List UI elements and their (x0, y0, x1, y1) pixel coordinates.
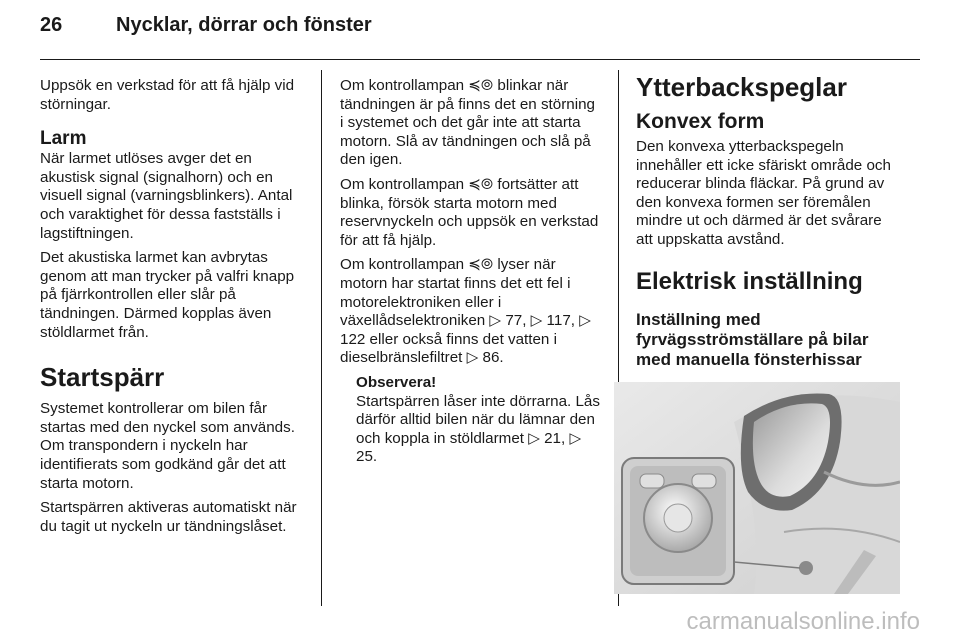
heading-elektrisk: Elektrisk inställning (636, 267, 863, 295)
heading-installning: Inställning med fyrvägsströmställare på bilar med manuella fönsterhissar (636, 309, 869, 369)
page-header (40, 14, 372, 50)
note-title: Observera! (356, 373, 437, 391)
mirror-switch-illustration (614, 382, 900, 594)
header-divider (40, 59, 920, 60)
intro-paragraph: Uppsök en verkstad för att få hjälp vid störningar. (40, 77, 295, 113)
lamp-paragraph-3: Om kontrollampan ≼⦾ lyser när motorn har startat finns det ett fel i motorelektroniken eller i växellådselektroniken ▷ 77, ▷ 117, ▷ 122 eller också finns det vatten i dieselbränslefiltret ▷ 86. (340, 256, 591, 367)
start-paragraph-1: Systemet kontrollerar om bilen får startas med den nyckel som används. Om transpondern i nyckeln har identifierats som godkänd går det att starta motorn. (40, 400, 295, 492)
larm-paragraph-2: Det akustiska larmet kan avbrytas genom att man trycker på valfri knapp på fjärrkontrollen eller slår på tändningen. Därmed kopplas även stöldlarmet från. (40, 249, 295, 341)
larm-paragraph-1: När larmet utlöses avger det en akustisk signal (signalhorn) och en visuell signal (varningsblinkers). Antal och varaktighet för dessa fastställs i lagstiftningen. (40, 150, 293, 242)
note-box (340, 374, 602, 467)
page-number: 26 (40, 14, 63, 36)
note-text: Startspärren låser inte dörrarna. Lås därför alltid bilen när du lämnar den och koppla in stöldlarmet ▷ 21, ▷ 25. (356, 392, 600, 466)
knob-center (664, 504, 692, 532)
side-selector-left (640, 474, 664, 488)
column-1 (40, 77, 306, 542)
lamp-paragraph-2: Om kontrollampan ≼⦾ fortsätter att blinka, försök starta motorn med reservnyckeln och uppsök en verkstad för att få hjälp. (340, 175, 599, 249)
heading-ytterbackspeglar: Ytterbackspeglar (636, 72, 847, 102)
watermark: carmanualsonline.info (686, 608, 920, 635)
lamp-paragraph-1: Om kontrollampan ≼⦾ blinkar när tändningen är på finns det en störning i systemet och det går inte att starta motorn. Slå av tändningen och slå på den igen. (340, 77, 595, 169)
start-paragraph-2: Startspärren aktiveras automatiskt när du tagit ut nyckeln ur tändningslåset. (40, 499, 297, 535)
side-selector-right (692, 474, 716, 488)
column-divider-1 (321, 70, 322, 606)
chapter-title: Nycklar, dörrar och fönster (116, 14, 372, 36)
konvex-paragraph: Den konvexa ytterbackspegeln innehåller ett icke sfäriskt område och reducerar blinda fläckar. På grund av den konvexa formen ser föremålen mindre ut och därmed är det svårare att uppskatta avstånd. (636, 138, 891, 248)
heading-konvex-form: Konvex form (636, 110, 765, 133)
heading-larm: Larm (40, 128, 87, 150)
column-3 (636, 72, 902, 380)
heading-startsparr: Startspärr (40, 362, 165, 393)
switch-location-dot (799, 561, 813, 575)
column-2 (340, 77, 602, 473)
